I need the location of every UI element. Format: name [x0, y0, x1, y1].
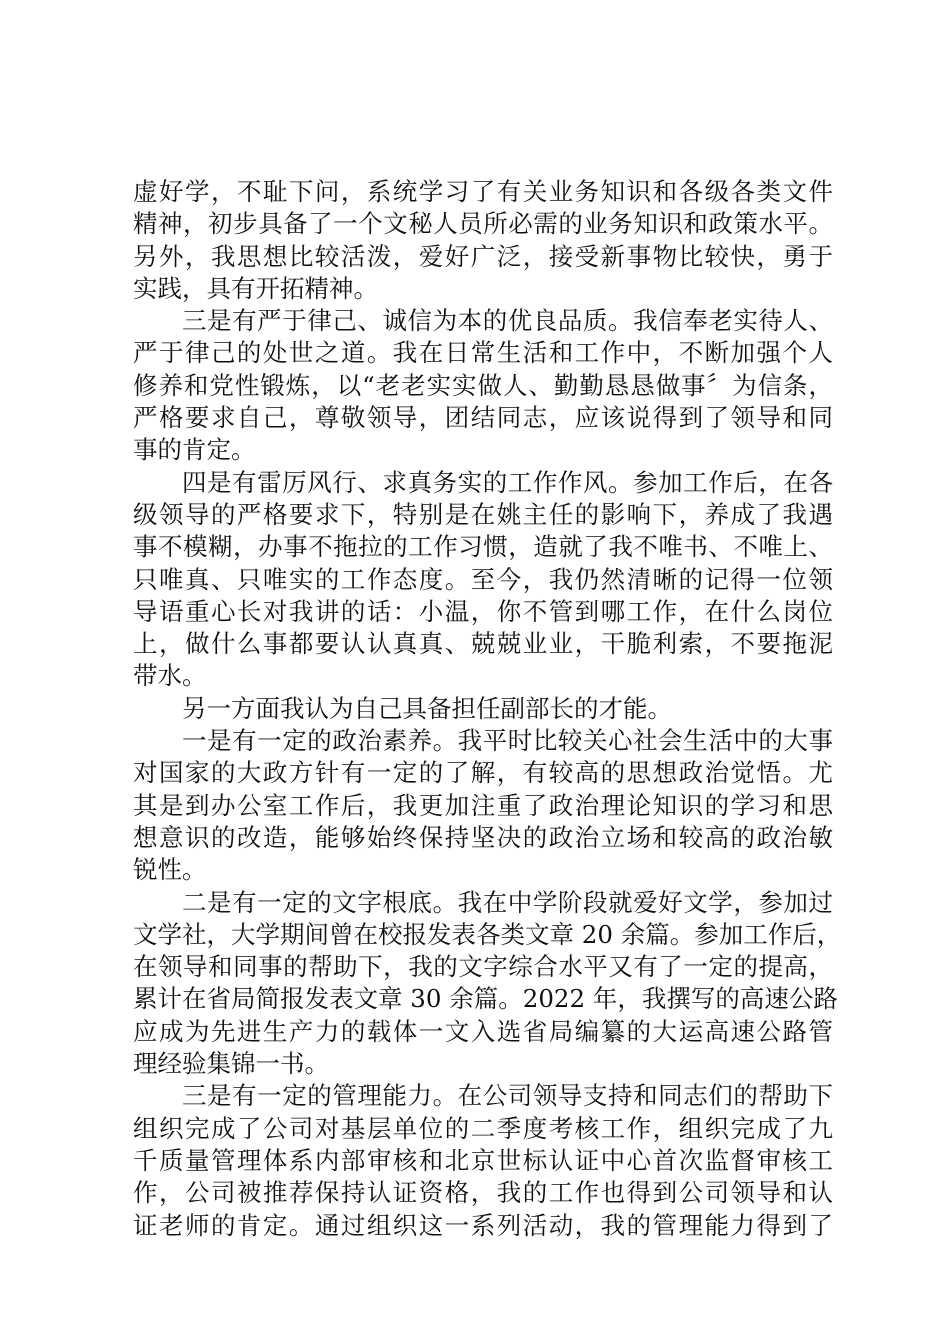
text-line: 在领导和同事的帮助下，我的文字综合水平又有了一定的提高，: [133, 952, 833, 982]
paragraph-start-line: 三是有严于律己、诚信为本的优良品质。我信奉老实待人、: [182, 306, 833, 336]
text-line: 事不模糊，办事不拖拉的工作习惯，造就了我不唯书、不唯上、: [133, 532, 833, 562]
paragraph-start-line: 另一方面我认为自己具备担任副部长的才能。: [182, 693, 672, 723]
text-line: 严于律己的处世之道。我在日常生活和工作中，不断加强个人: [133, 338, 833, 368]
text-line: 累计在省局简报发表文章 30 余篇。2022 年，我撰写的高速公路: [133, 984, 838, 1014]
text-line: 对国家的大政方针有一定的了解，有较高的思想政治觉悟。尤: [133, 758, 833, 788]
text-line: 组织完成了公司对基层单位的二季度考核工作，组织完成了九: [133, 1113, 833, 1143]
text-line: 严格要求自己，尊敬领导，团结同志，应该说得到了领导和同: [133, 403, 833, 433]
text-line: 锐性。: [133, 855, 207, 885]
text-line: 带水。: [133, 661, 207, 691]
text-line: 想意识的改造，能够始终保持坚决的政治立场和较高的政治敏: [133, 822, 833, 852]
text-line: 虚好学，不耻下问，系统学习了有关业务知识和各级各类文件: [133, 177, 833, 206]
text-line: 级领导的严格要求下，特别是在姚主任的影响下，养成了我遇: [133, 499, 833, 529]
text-line: 文学社，大学期间曾在校报发表各类文章 20 余篇。参加工作后，: [133, 919, 842, 949]
text-line: 实践，具有开拓精神。: [133, 273, 378, 303]
text-line: 只唯真、只唯实的工作态度。至今，我仍然清晰的记得一位领: [133, 564, 833, 594]
text-line: 导语重心长对我讲的话：小温，你不管到哪工作，在什么岗位: [133, 596, 833, 626]
text-line: 另外，我思想比较活泼，爱好广泛，接受新事物比较快，勇于: [133, 241, 833, 271]
body-text: [133, 176, 842, 1242]
text-line: 千质量管理体系内部审核和北京世标认证中心首次监督审核工: [133, 1145, 833, 1175]
paragraph-start-line: 三是有一定的管理能力。在公司领导支持和同志们的帮助下: [182, 1081, 833, 1111]
paragraph-start-line: 一是有一定的政治素养。我平时比较关心社会生活中的大事: [182, 726, 833, 756]
text-line: 其是到办公室工作后，我更加注重了政治理论知识的学习和思: [133, 790, 833, 820]
text-line: 修养和党性锻炼，以“老老实实做人、勤勤恳恳做事〞为信条，: [133, 370, 833, 400]
text-line: 作，公司被推荐保持认证资格，我的工作也得到公司领导和认: [133, 1178, 833, 1208]
text-line: 证老师的肯定。通过组织这一系列活动，我的管理能力得到了: [133, 1210, 833, 1240]
text-line: 理经验集锦一书。: [133, 1049, 329, 1079]
paragraph-start-line: 二是有一定的文字根底。我在中学阶段就爱好文学，参加过: [182, 887, 833, 917]
text-line: 事的肯定。: [133, 435, 256, 465]
text-line: 上，做什么事都要认认真真、兢兢业业，干脆利索，不要拖泥: [133, 629, 833, 659]
paragraph-start-line: 四是有雷厉风行、求真务实的工作作风。参加工作后，在各: [182, 467, 833, 497]
text-line: 精神，初步具备了一个文秘人员所必需的业务知识和政策水平。: [133, 209, 833, 239]
text-line: 应成为先进生产力的载体一文入选省局编纂的大运高速公路管: [133, 1016, 833, 1046]
